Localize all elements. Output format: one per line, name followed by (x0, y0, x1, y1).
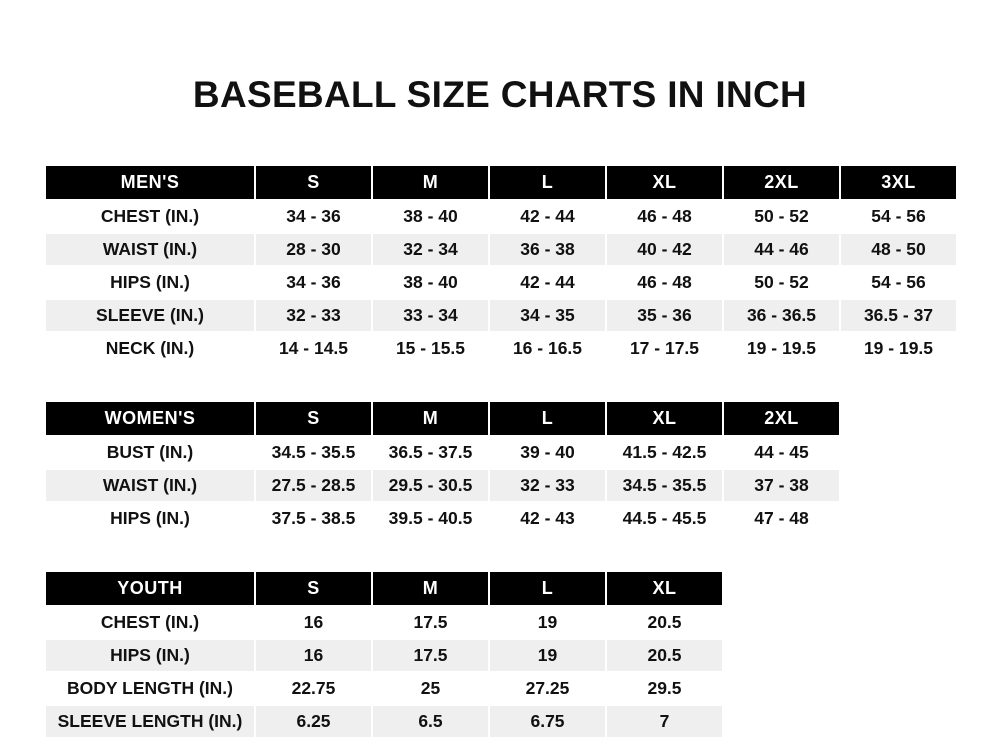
mens-header-3xl: 3XL (840, 165, 957, 200)
womens-header-xl: XL (606, 401, 723, 436)
cell: 42 - 44 (489, 200, 606, 233)
cell: 7 (606, 705, 723, 738)
cell: 28 - 30 (255, 233, 372, 266)
cell: 47 - 48 (723, 502, 840, 535)
cell: 16 (255, 639, 372, 672)
row-label: SLEEVE (IN.) (45, 299, 255, 332)
cell: 17.5 (372, 606, 489, 639)
mens-header-category: MEN'S (45, 165, 255, 200)
mens-table-body (45, 200, 957, 365)
cell: 44.5 - 45.5 (606, 502, 723, 535)
cell: 54 - 56 (840, 200, 957, 233)
cell: 16 (255, 606, 372, 639)
cell: 14 - 14.5 (255, 332, 372, 365)
youth-table-header (45, 571, 723, 606)
table-row (45, 200, 957, 233)
cell: 39.5 - 40.5 (372, 502, 489, 535)
cell: 32 - 34 (372, 233, 489, 266)
cell: 17 - 17.5 (606, 332, 723, 365)
mens-header-s: S (255, 165, 372, 200)
youth-header-xl: XL (606, 571, 723, 606)
womens-header-m: M (372, 401, 489, 436)
cell: 44 - 45 (723, 436, 840, 469)
cell: 33 - 34 (372, 299, 489, 332)
table-row (45, 672, 723, 705)
cell: 46 - 48 (606, 266, 723, 299)
cell: 37.5 - 38.5 (255, 502, 372, 535)
page-title: BASEBALL SIZE CHARTS IN INCH (192, 74, 808, 115)
table-row (45, 705, 723, 738)
table-row (45, 469, 840, 502)
row-label: NECK (IN.) (45, 332, 255, 365)
mens-header-2xl: 2XL (723, 165, 840, 200)
cell: 48 - 50 (840, 233, 957, 266)
cell: 42 - 43 (489, 502, 606, 535)
cell: 34 - 36 (255, 266, 372, 299)
row-label: HIPS (IN.) (45, 266, 255, 299)
row-label: BODY LENGTH (IN.) (45, 672, 255, 705)
cell: 50 - 52 (723, 266, 840, 299)
youth-header-m: M (372, 571, 489, 606)
cell: 20.5 (606, 639, 723, 672)
cell: 40 - 42 (606, 233, 723, 266)
row-label: WAIST (IN.) (45, 233, 255, 266)
cell: 38 - 40 (372, 200, 489, 233)
cell: 42 - 44 (489, 266, 606, 299)
cell: 6.5 (372, 705, 489, 738)
cell: 50 - 52 (723, 200, 840, 233)
youth-header-s: S (255, 571, 372, 606)
table-row (45, 332, 957, 365)
mens-header-xl: XL (606, 165, 723, 200)
youth-header-category: YOUTH (45, 571, 255, 606)
cell: 46 - 48 (606, 200, 723, 233)
cell: 35 - 36 (606, 299, 723, 332)
cell: 22.75 (255, 672, 372, 705)
cell: 39 - 40 (489, 436, 606, 469)
womens-header-category: WOMEN'S (45, 401, 255, 436)
cell: 36.5 - 37.5 (372, 436, 489, 469)
cell: 34 - 35 (489, 299, 606, 332)
row-label: CHEST (IN.) (45, 606, 255, 639)
youth-table-body (45, 606, 723, 738)
row-label: SLEEVE LENGTH (IN.) (45, 705, 255, 738)
cell: 36.5 - 37 (840, 299, 957, 332)
cell: 27.5 - 28.5 (255, 469, 372, 502)
table-row (45, 502, 840, 535)
womens-header-l: L (489, 401, 606, 436)
cell: 36 - 36.5 (723, 299, 840, 332)
womens-size-table (44, 400, 841, 536)
row-label: WAIST (IN.) (45, 469, 255, 502)
table-row (45, 606, 723, 639)
mens-size-table (44, 164, 958, 366)
table-row (45, 233, 957, 266)
cell: 6.75 (489, 705, 606, 738)
table-header-row (45, 165, 957, 200)
cell: 36 - 38 (489, 233, 606, 266)
cell: 25 (372, 672, 489, 705)
cell: 34 - 36 (255, 200, 372, 233)
table-row (45, 436, 840, 469)
cell: 37 - 38 (723, 469, 840, 502)
mens-header-l: L (489, 165, 606, 200)
table-row (45, 266, 957, 299)
table-row (45, 639, 723, 672)
cell: 29.5 (606, 672, 723, 705)
cell: 19 - 19.5 (840, 332, 957, 365)
cell: 20.5 (606, 606, 723, 639)
tables-container (0, 164, 1000, 739)
womens-header-s: S (255, 401, 372, 436)
table-header-row (45, 401, 840, 436)
cell: 54 - 56 (840, 266, 957, 299)
cell: 34.5 - 35.5 (255, 436, 372, 469)
cell: 16 - 16.5 (489, 332, 606, 365)
mens-table-header (45, 165, 957, 200)
cell: 32 - 33 (255, 299, 372, 332)
cell: 19 (489, 639, 606, 672)
cell: 34.5 - 35.5 (606, 469, 723, 502)
cell: 38 - 40 (372, 266, 489, 299)
table-header-row (45, 571, 723, 606)
cell: 15 - 15.5 (372, 332, 489, 365)
row-label: BUST (IN.) (45, 436, 255, 469)
cell: 19 (489, 606, 606, 639)
youth-header-l: L (489, 571, 606, 606)
mens-header-m: M (372, 165, 489, 200)
cell: 6.25 (255, 705, 372, 738)
cell: 27.25 (489, 672, 606, 705)
cell: 44 - 46 (723, 233, 840, 266)
cell: 32 - 33 (489, 469, 606, 502)
cell: 19 - 19.5 (723, 332, 840, 365)
row-label: HIPS (IN.) (45, 639, 255, 672)
womens-header-2xl: 2XL (723, 401, 840, 436)
womens-table-body (45, 436, 840, 535)
cell: 17.5 (372, 639, 489, 672)
row-label: CHEST (IN.) (45, 200, 255, 233)
cell: 41.5 - 42.5 (606, 436, 723, 469)
womens-table-header (45, 401, 840, 436)
row-label: HIPS (IN.) (45, 502, 255, 535)
cell: 29.5 - 30.5 (372, 469, 489, 502)
table-row (45, 299, 957, 332)
youth-size-table (44, 570, 724, 739)
